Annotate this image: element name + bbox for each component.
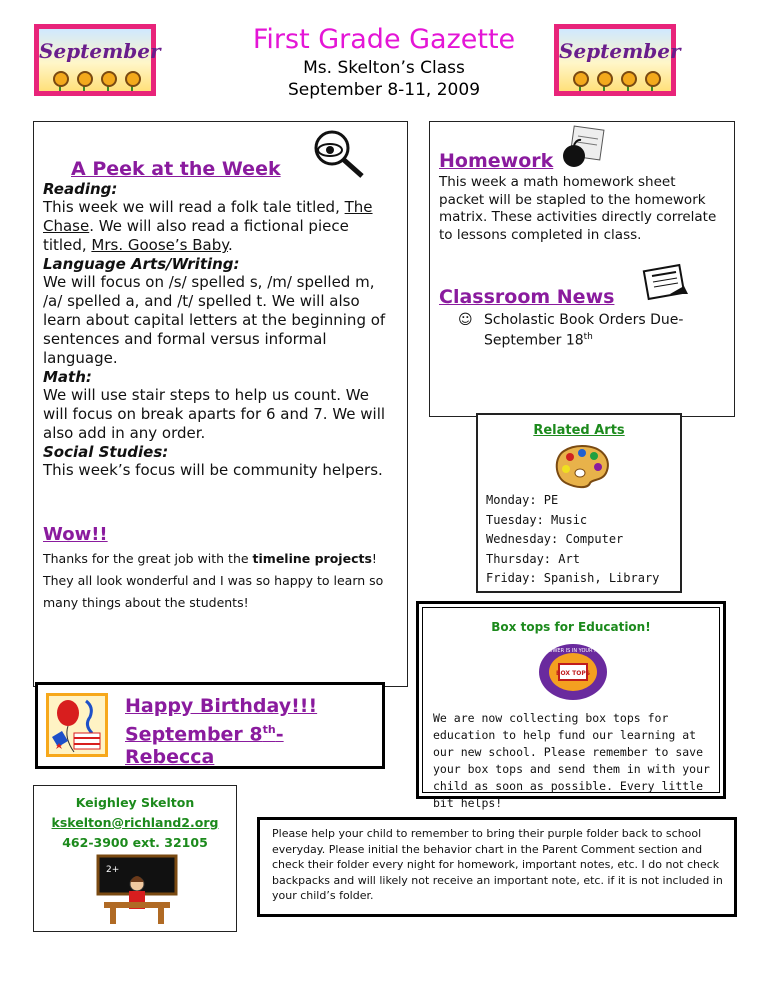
language-arts-label: Language Arts/Writing: — [43, 255, 240, 273]
social-studies-label: Social Studies: — [43, 443, 169, 461]
schedule-item: Monday: PE — [486, 493, 559, 507]
teacher-phone: 462-3900 ext. 32105 — [62, 835, 208, 850]
schedule-item: Thursday: Art — [486, 551, 580, 566]
book-title-the-chase: The Chase — [43, 198, 373, 235]
birthday-message — [125, 695, 317, 769]
class-name: Ms. Skelton’s Class — [303, 58, 465, 78]
timeline-projects: timeline projects — [252, 551, 372, 566]
social-studies-text: This week’s focus will be community helpers. — [43, 461, 383, 479]
homework-news-section — [429, 121, 735, 417]
badge-text: September — [559, 39, 681, 63]
apple-papers-icon — [560, 126, 608, 170]
schedule-item: Tuesday: Music — [486, 512, 588, 527]
reminder-section — [257, 817, 737, 917]
related-arts-heading: Related Arts — [533, 423, 625, 438]
math-label: Math: — [43, 368, 92, 386]
peek-section — [33, 121, 408, 687]
wow-heading: Wow!! — [43, 524, 108, 545]
wow-text: Thanks for the great job with the timeline projects! They all look wonderful and I was so happy to learn so many things about the students! — [43, 551, 384, 610]
related-arts-schedule — [486, 491, 659, 589]
peek-heading: A Peek at the Week — [71, 158, 281, 180]
classroom-news-heading: Classroom News — [439, 286, 615, 308]
teacher-email-link[interactable]: kskelton@richland2.org — [51, 815, 219, 830]
homework-text: This week a math homework sheet packet will be stapled to the homework matrix. These activities directly correlate to lessons completed in class. — [439, 174, 717, 243]
homework-heading: Homework — [439, 150, 554, 172]
reading-text: This week we will read a folk tale titled, The Chase. We will also read a fictional piece titled, Mrs. Goose’s Baby. — [43, 198, 373, 254]
box-tops-section — [416, 601, 726, 810]
birthday-line-2: September 8th- — [125, 723, 284, 746]
math-text: We will use stair steps to help us count. We will focus on break aparts for 6 and 7. We will also add in any order. — [43, 386, 386, 442]
box-tops-logo-ring: THE POWER IS IN YOUR HANDS — [533, 648, 613, 654]
news-item: ☺ Scholastic Book Orders Due-September 18th — [458, 312, 684, 349]
birthday-name: Rebecca — [125, 746, 215, 769]
box-tops-text: We are now collecting box tops for education to help fund our learning at our new school. Please remember to save your box tops and send them in with your child as soon as possible. Every little bit helps! — [433, 711, 710, 810]
smiley-icon: ☺ — [458, 312, 473, 328]
magnifying-glass-icon — [310, 126, 366, 178]
teacher-contact-section — [33, 785, 237, 932]
newspaper-icon — [640, 260, 692, 304]
peek-content — [43, 180, 395, 480]
reading-label: Reading: — [43, 180, 118, 198]
schedule-item: Wednesday: Computer — [486, 532, 624, 546]
language-arts-text: We will focus on /s/ spelled s, /m/ spelled m, /a/ spelled a, and /t/ spelled t. We will also learn about capital letters at the beginning of sentences and formal versus informal language. — [43, 273, 386, 367]
teacher-name: Keighley Skelton — [75, 795, 195, 810]
paint-palette-icon — [552, 443, 612, 489]
newsletter-title: First Grade Gazette — [252, 24, 516, 55]
birthday-section — [35, 682, 385, 769]
badge-text: September — [39, 39, 161, 63]
celebration-icon — [46, 693, 108, 757]
related-arts-section — [476, 413, 682, 593]
box-tops-logo-icon — [533, 642, 613, 702]
newsletter-dates: September 8-11, 2009 — [287, 80, 481, 100]
box-tops-logo-text: BOX TOPS — [555, 670, 591, 677]
box-tops-heading: Box tops for Education! — [491, 620, 651, 634]
book-title-mrs-goose: Mrs. Goose’s Baby — [91, 236, 228, 254]
schedule-item: Friday: Spanish, Library — [486, 571, 660, 585]
reminder-text: Please help your child to remember to bring their purple folder back to school everyday. Please initial the behavior chart in the Parent Comment section and check their folder every night for homework, important notes, etc. I do not check backpacks and will likely not receive an important note, etc. if it is not included in your child’s folder. — [272, 827, 723, 902]
svg-text:2+: 2+ — [106, 865, 120, 875]
birthday-line-1: Happy Birthday!!! — [125, 695, 318, 717]
teacher-at-chalkboard-icon — [94, 854, 180, 926]
